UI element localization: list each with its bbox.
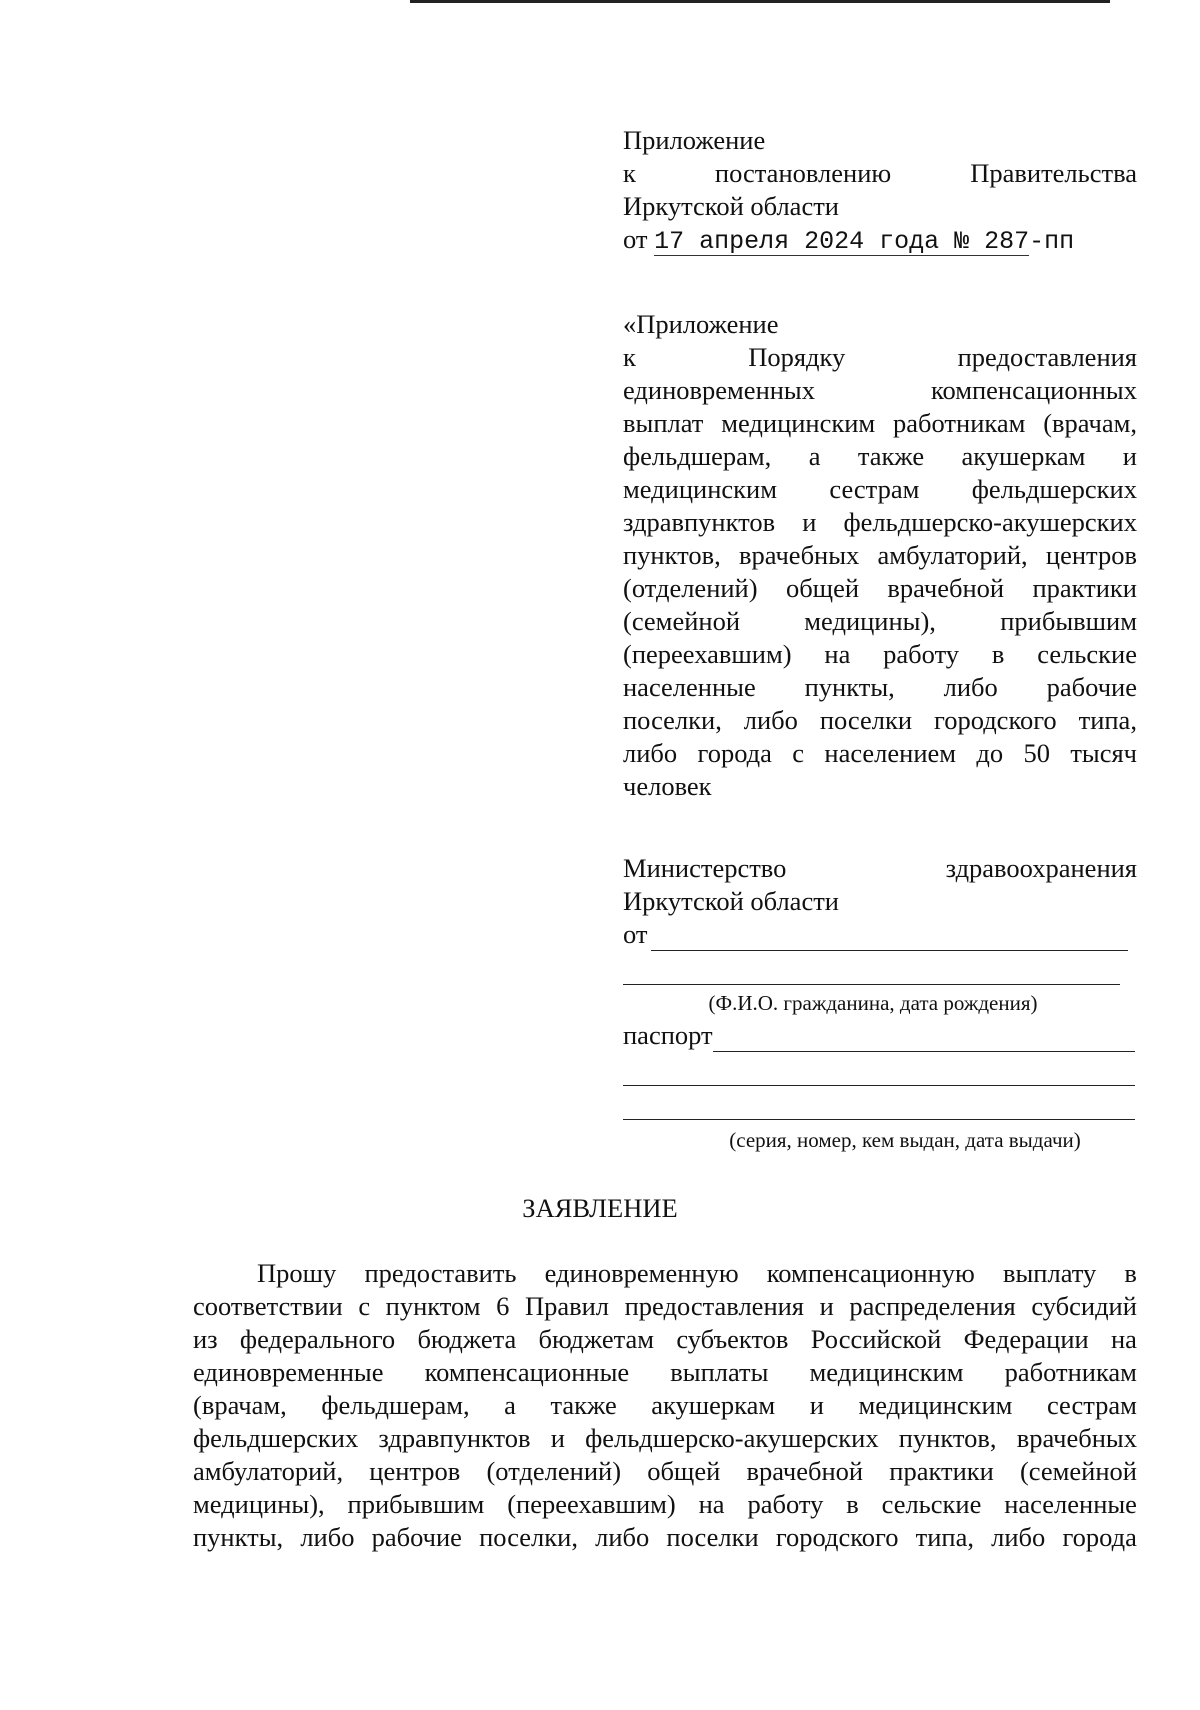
appendix-line [623,473,1137,506]
word: фельдшерских [971,474,1137,504]
word: Федерации [963,1324,1089,1354]
word: медицинским [623,474,777,504]
word: Порядку [748,342,846,372]
appendix-line [623,374,1137,407]
word: пунктов, [898,1423,997,1453]
word: медицинским [858,1390,1013,1420]
appendix-line [623,341,1137,374]
word: центров [369,1456,461,1486]
word: медицинским [721,408,876,438]
word: на [698,1489,725,1519]
word: (переехавшим) [623,639,792,669]
passport-fill-line[interactable] [713,1027,1135,1052]
word: населенные [1004,1489,1137,1519]
word: общей [785,573,860,603]
word: Правил [524,1291,610,1321]
word: медицины), [804,606,936,636]
word: фельдшерско-акушерских [843,507,1137,537]
word: практики [1032,573,1137,603]
body-line [193,1290,1137,1323]
word: населенные [623,672,756,702]
appendix-line [623,572,1137,605]
word: также [857,441,925,471]
word: врачебных [739,540,860,570]
word: выплат [623,408,704,438]
word: и [802,507,817,537]
word: пунктом [385,1291,481,1321]
header-block [623,124,1137,256]
word: либо [623,738,678,768]
word: фельдшерско-акушерских [585,1423,879,1453]
word: компенсационные [424,1357,630,1387]
word: поселки, [623,705,722,735]
word: (отделений) [623,573,758,603]
word: либо [943,672,998,702]
word: поселки [819,705,913,735]
body-line [193,1455,1137,1488]
word: городского [934,705,1057,735]
word: бюджетам [538,1324,655,1354]
word: либо [300,1522,355,1552]
word: фельдшерам, [321,1390,470,1420]
body-line [193,1521,1137,1554]
word: типа, [1078,705,1137,735]
from-field[interactable]: от [623,918,1128,951]
addressee-line-2: Иркутской области [623,886,839,916]
word: с [792,738,805,768]
passport-second-line[interactable] [623,1085,1135,1086]
word: работникам [893,408,1026,438]
word: федерального [239,1324,396,1354]
word: компенсационную [766,1258,975,1288]
word: либо [991,1522,1046,1552]
word: сестрам [1046,1390,1137,1420]
from-fill-line[interactable] [651,926,1128,951]
word: до [976,738,1004,768]
word: либо [595,1522,650,1552]
word: практики [889,1456,994,1486]
word: выплату [1002,1258,1097,1288]
word: в [991,639,1005,669]
word: врачебной [746,1456,864,1486]
word: 50 [1023,738,1050,768]
word: человек [623,771,712,801]
word: (переехавшим) [507,1489,676,1519]
word: (семейной [623,606,740,636]
word: и [809,1390,824,1420]
word: здравпунктов [378,1423,531,1453]
word: Прошу [257,1258,337,1288]
word: рабочие [1046,672,1137,702]
appendix-line [623,638,1137,671]
word: пунктов, [623,540,721,570]
word: поселки, [479,1522,578,1552]
word: медицинским [809,1357,964,1387]
word: города [697,738,772,768]
appendix-line [623,440,1137,473]
word: предоставить [364,1258,517,1288]
word: прибывшим [1000,606,1137,636]
word: поселки [666,1522,759,1552]
word: (семейной [1019,1456,1137,1486]
word: из [193,1324,218,1354]
fio-caption: (Ф.И.О. гражданина, дата рождения) [708,991,1038,1015]
word: единовременных [623,375,815,405]
word: здравпунктов [623,507,776,537]
word: прибывшим [347,1489,485,1519]
passport-field[interactable]: паспорт [623,1019,1135,1052]
word: (врачам, [193,1390,287,1420]
passport-caption: (серия, номер, кем выдан, дата выдачи) [729,1128,1081,1152]
word: либо [743,705,798,735]
word: фельдшерам, [623,441,772,471]
word: компенсационных [930,375,1137,405]
appendix-line [623,770,1137,803]
word: врачебных [1016,1423,1137,1453]
word: сельские [1037,639,1137,669]
body-line [193,1257,1137,1290]
word: общей [647,1456,721,1486]
body-line [193,1422,1137,1455]
word: (отделений) [486,1456,622,1486]
word: соответствии [193,1291,343,1321]
word: предоставления [624,1291,804,1321]
header-line-2: к постановлению Правительства [623,158,1137,188]
header-line-3: Иркутской области [623,191,839,221]
appendix-line [623,737,1137,770]
word: населением [824,738,957,768]
word: центров [1045,540,1137,570]
body-line [193,1488,1137,1521]
word: типа, [915,1522,974,1552]
word: рабочие [371,1522,462,1552]
word: медицины), [193,1489,325,1519]
word: предоставления [957,342,1137,372]
appendix-line [623,671,1137,704]
word: работу [883,639,960,669]
document-title: ЗАЯВЛЕНИЕ [522,1193,678,1223]
body-paragraph [193,1257,1137,1554]
word: и [1122,441,1137,471]
word: единовременные [193,1357,384,1387]
appendix-line [623,605,1137,638]
word: субъектов [676,1324,789,1354]
word: 6 [496,1291,510,1321]
word: работу [747,1489,824,1519]
word: врачебной [887,573,1005,603]
appendix-line [623,539,1137,572]
word: также [550,1390,617,1420]
addressee-block [623,852,1145,1154]
word: пункты, [804,672,895,702]
appendix-block [623,308,1137,803]
word: выплаты [670,1357,769,1387]
word: субсидий [1031,1291,1137,1321]
word: единовременную [544,1258,739,1288]
word: (врачам, [1043,408,1137,438]
word: акушеркам [961,441,1086,471]
word: амбулаторий, [877,540,1028,570]
addressee-line-1: Министерство здравоохранения [623,853,1137,883]
word: амбулаторий, [193,1456,344,1486]
word: а [504,1390,516,1420]
word: в [846,1489,859,1519]
appendix-line [623,506,1137,539]
appendix-line [623,407,1137,440]
header-line-1: Приложение [623,125,766,155]
word: фельдшерских [193,1423,359,1453]
word: на [1110,1324,1137,1354]
word: на [824,639,851,669]
appendix-line [623,308,1137,341]
word: сельские [881,1489,982,1519]
word: бюджета [417,1324,517,1354]
passport-third-line[interactable] [623,1119,1135,1120]
date-number-fill: 17 апреля 2024 года № 287 [654,227,1030,256]
body-line [193,1389,1137,1422]
word: в [1124,1258,1137,1288]
top-border-rule [410,0,1110,3]
header-line-4: от 17 апреля 2024 года № 287-пп [623,224,1075,256]
word: с [358,1291,371,1321]
word: Российской [810,1324,942,1354]
word: акушеркам [651,1390,776,1420]
body-line [193,1356,1137,1389]
word: и [819,1291,834,1321]
from-second-line[interactable] [623,984,1120,985]
word: распределения [849,1291,1016,1321]
word: тысяч [1070,738,1137,768]
word: а [808,441,821,471]
word: пункты, [193,1522,284,1552]
word: и [550,1423,565,1453]
word: сестрам [829,474,920,504]
word: к [623,342,636,372]
word: города [1062,1522,1137,1552]
appendix-line [623,704,1137,737]
word: «Приложение [623,309,779,339]
body-line [193,1323,1137,1356]
word: городского [775,1522,899,1552]
word: работникам [1004,1357,1137,1387]
